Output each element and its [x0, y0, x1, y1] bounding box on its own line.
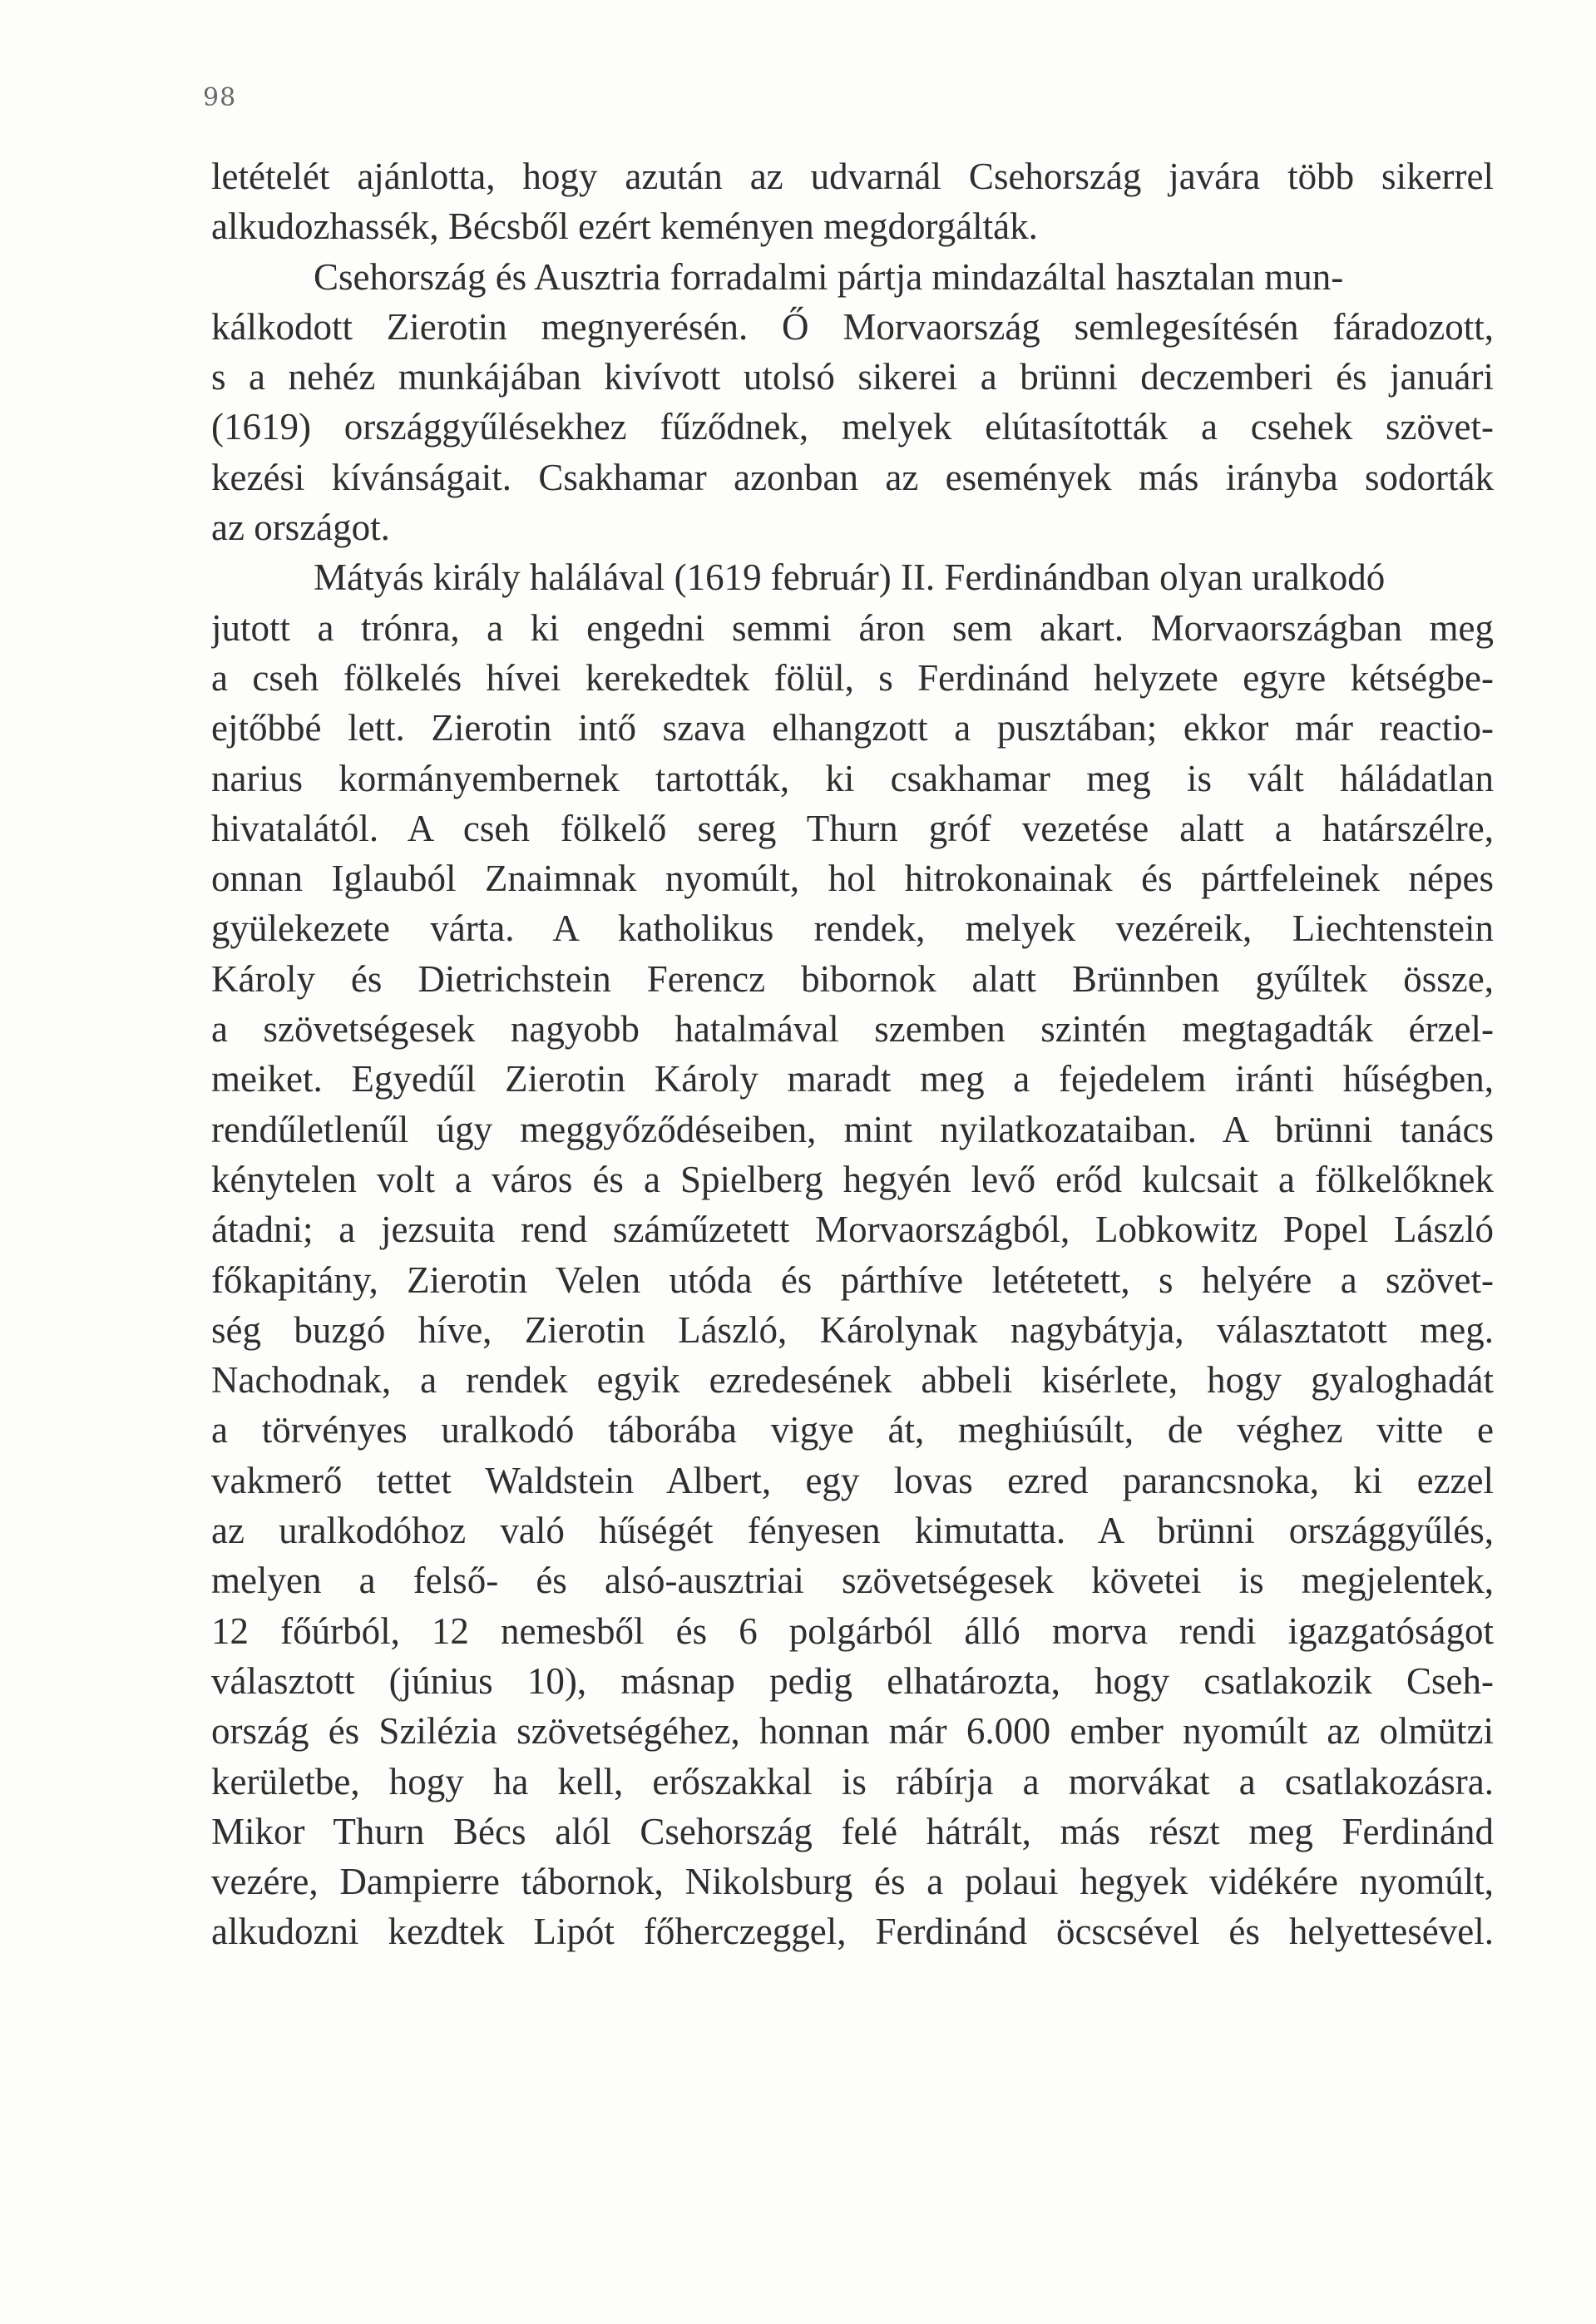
- text-line: Károly és Dietrichstein Ferencz bibornok alatt Brünnben gyűltek össze,: [211, 957, 1494, 1000]
- text-line: letételét ajánlotta, hogy azután az udvarnál Csehország javára több sikerrel: [211, 156, 1494, 197]
- text-line: kerületbe, hogy ha kell, erőszakkal is rábírja a morvákat a csatlakozásra.: [211, 1760, 1494, 1802]
- text-line: (1619) országgyűlésekhez fűződnek, melyek elútasították a csehek szövet-: [211, 406, 1494, 448]
- text-line: jutott a trónra, a ki engedni semmi áron sem akart. Morvaországban meg: [211, 606, 1494, 649]
- text-line: ország és Szilézia szövetségéhez, honnan már 6.000 ember nyomúlt az olmützi: [211, 1710, 1494, 1753]
- text-line: 12 főúrból, 12 nemesből és 6 polgárból álló morva rendi igazgatóságot: [211, 1609, 1494, 1652]
- text-line: választott (június 10), másnap pedig elhatározta, hogy csatlakozik Cseh-: [211, 1659, 1494, 1702]
- text-line: főkapitány, Zierotin Velen utóda és párthíve letétetett, s helyére a szövet-: [211, 1258, 1494, 1301]
- text-line: az uralkodóhoz való hűségét fényesen kimutatta. A brünni országgyűlés,: [211, 1510, 1494, 1552]
- text-line: alkudozni kezdtek Lipót főherczeggel, Ferdinánd öcscsével és helyettesével.: [211, 1911, 1494, 1953]
- text-line: Csehország és Ausztria forradalmi pártja mindazáltal hasztalan mun-: [314, 255, 1344, 298]
- text-line: ség buzgó híve, Zierotin László, Károlynak nagybátyja, választatott meg.: [211, 1308, 1494, 1351]
- text-line: narius kormányembernek tartották, ki csakhamar meg is vált háládatlan: [211, 757, 1494, 799]
- text-line: alkudozhassék, Bécsből ezért keményen megdorgálták.: [211, 205, 1038, 248]
- body-text: [211, 151, 1494, 1957]
- text-line: vakmerő tettet Waldstein Albert, egy lovas ezred parancsnoka, ki ezzel: [211, 1459, 1494, 1501]
- text-line: a cseh fölkelés hívei kerekedtek fölül, s Ferdinánd helyzete egyre kétségbe-: [211, 656, 1494, 699]
- text-line: kénytelen volt a város és a Spielberg hegyén levő erőd kulcsait a fölkelőknek: [211, 1158, 1494, 1200]
- text-line: Mikor Thurn Bécs alól Csehország felé hátrált, más részt meg Ferdinánd: [211, 1810, 1494, 1852]
- text-line: hivatalától. A cseh fölkelő sereg Thurn gróf vezetése alatt a határszélre,: [211, 807, 1494, 849]
- text-line: Mátyás király halálával (1619 február) II. Ferdinándban olyan uralkodó: [314, 556, 1386, 599]
- text-line: rendűletlenűl úgy meggyőződéseiben, mint nyilatkozataiban. A brünni tanács: [211, 1108, 1494, 1150]
- text-line: kálkodott Zierotin megnyerésén. Ő Morvaország semlegesítésén fáradozott,: [211, 305, 1494, 348]
- text-line: Nachodnak, a rendek egyik ezredesének abbeli kisérlete, hogy gyaloghadát: [211, 1359, 1494, 1402]
- text-line: átadni; a jezsuita rend száműzetett Morvaországból, Lobkowitz Popel László: [211, 1209, 1494, 1251]
- text-line: s a nehéz munkájában kivívott utolsó sikerei a brünni deczemberi és januári: [211, 356, 1494, 398]
- text-line: gyülekezete várta. A katholikus rendek, melyek vezéreik, Liechtenstein: [211, 907, 1494, 950]
- text-line: ejtőbbé lett. Zierotin intő szava elhangzott a pusztában; ekkor már reactio-: [211, 707, 1494, 749]
- text-line: a törvényes uralkodó táborába vigye át, meghiúsúlt, de véghez vitte e: [211, 1409, 1494, 1451]
- text-line: kezési kívánságait. Csakhamar azonban az események más irányba sodorták: [211, 456, 1494, 498]
- text-line: a szövetségesek nagyobb hatalmával szemben szintén megtagadták érzel-: [211, 1008, 1494, 1051]
- page-number: 98: [203, 83, 237, 112]
- text-line: melyen a felső- és alsó-ausztriai szövetségesek követei is megjelentek,: [211, 1560, 1494, 1602]
- text-line: onnan Iglauból Znaimnak nyomúlt, hol hitrokonainak és pártfeleinek népes: [211, 858, 1494, 900]
- text-line: meiket. Egyedűl Zierotin Károly maradt meg a fejedelem iránti hűségben,: [211, 1058, 1494, 1100]
- text-line: az országot.: [211, 507, 390, 549]
- text-line: vezére, Dampierre tábornok, Nikolsburg és a polaui hegyek vidékére nyomúlt,: [211, 1861, 1494, 1903]
